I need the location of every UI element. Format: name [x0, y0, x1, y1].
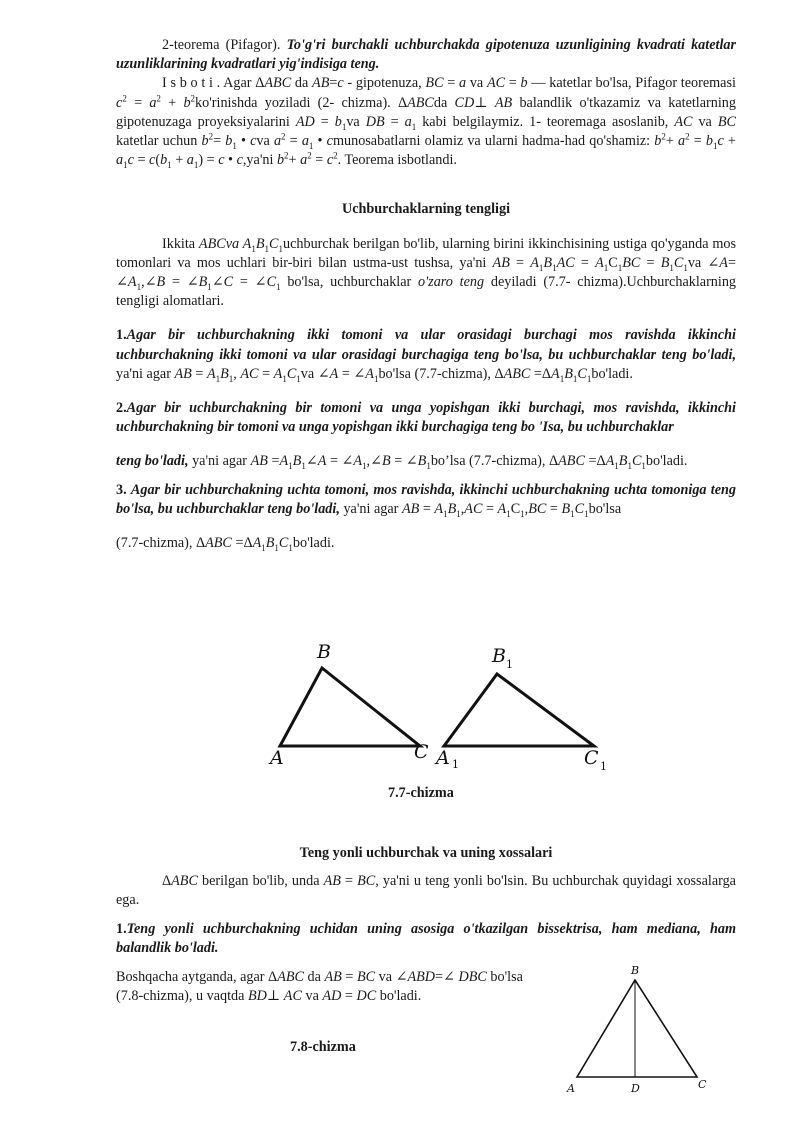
label-c1: C [584, 747, 599, 769]
figure-7-7 [262, 638, 622, 778]
isosceles-intro: ΔABC berilgan bo'lib, unda AB = BC, ya'ni u teng yonli bo'lsin. Bu uchburchak quyidagi xossalarga ega. [116, 873, 736, 909]
label-a1: A [436, 747, 450, 769]
property-1-text: Teng yonli uchburchakning uchidan uning asosiga o'tkazilgan bissektrisa, ham mediana, ham balandlik bo'ladi. [116, 921, 736, 957]
equality-sign-1: 1.Agar bir uchburchakning ikki tomoni va ular orasidagi burchagi mos ravishda ikkinchi uchburchakning ikki tomoni va ular orasidagi burchagiga teng bo'lsa, bu uchburchaklar teng bo'ladi, ya'ni agar AB = $A_1B_1$, AC = $A_1C_1va$ ∠A = $\angle A_1bo'lsa$ (7.7-chizma), $\Delta ABC =\Delta A_1B_1C_1bo'ladi$. [116, 327, 736, 384]
theorem-2-statement [116, 36, 736, 74]
label-a1-sub: 1 [452, 758, 459, 771]
label-b1-sub: 1 [506, 658, 513, 671]
theorem-title: 2-teorema (Pifagor). [162, 37, 287, 53]
theorem-text: To'g'ri burchakli uchburchakda gipotenuza uzunligining kvadrati katetlar uzunliklarining kvadratlari yig'indisiga teng. [116, 37, 736, 73]
label-a-iso: A [567, 1082, 575, 1095]
sign-2-text: Agar bir uchburchakning bir tomoni va unga yopishgan ikki burchagi, mos ravishda, ikkinchi uchburchakning bir tomoni va unga yopishgan ikki burchagiga teng bo 'Isa, bu uchburchaklar [116, 400, 736, 436]
theorem-2-proof: I s b o t i . Agar ΔABC da AB=c - gipotenuza, BC = a va AC = b — katetlar bo'lsa, Pifagor teoremasi $c^2 = a^2$ + $b^2ko'rinishda$ yoziladi (2- chizma). ΔABCda CD⊥ AB balandlik o'tkazamiz va katetlarning gipotenuzaga proyeksiyalarini AD = $b_1va$ DB = $a_1$ kabi belgilaymiz. 1- teoremaga asoslanib, AC va BC katetlar uchun $b^2= b_1$ • cva $a^2 = a_1$ • cmunosabatlarni olamiz va ularni hadma-had qo'shamiz: $b^2+ a^2 = b_1c + a_1c = c(b_1 + a_1) = c$ • c,ya'ni $b^2+ a^2 = c^2$. Teorema isbotlandi. [116, 75, 736, 171]
section-heading-isosceles: Teng yonli uchburchak va uning xossalari [299, 845, 553, 861]
equality-sign-2: 2.Agar bir uchburchakning bir tomoni va unga yopishgan ikki burchagi, mos ravishda, ikkinchi uchburchakning bir tomoni va unga yopishgan ikki burchagiga teng bo 'Isa, bu uchburchaklar [116, 400, 736, 436]
label-b: B [317, 641, 331, 663]
sign-1-text: Agar bir uchburchakning ikki tomoni va ular orasidagi burchagi mos ravishda ikkinchi uchburchakning ikki tomoni va ular orasidagi burchagiga teng bo'lsa, bu uchburchaklar teng bo'ladi, [116, 327, 736, 363]
isosceles-property-1: 1.Teng yonli uchburchakning uchidan uning asosiga o'tkazilgan bissektrisa, ham mediana, ham balandlik bo'ladi. [116, 921, 736, 957]
triangle-a1b1c1 [444, 674, 594, 746]
equality-sign-3: 3. Agar bir uchburchakning uchta tomoni, mos ravishda, ikkinchi uchburchakning uchta tomoniga teng bo'lsa, bu uchburchaklar teng bo'ladi, ya'ni agar AB = $A_1B_1,AC = A_1C_1,BC = B_1C_1bo'lsa$ [116, 481, 736, 519]
signs-intro: (7.7- chizma).Uchburchaklarning tengligi alomatlari. [116, 274, 737, 310]
label-b1: B [492, 645, 506, 667]
figure-7-8 [555, 962, 715, 1112]
isosceles-triangle-abc [577, 980, 697, 1077]
proof-label: I s b o t i . [162, 75, 224, 92]
document-page [116, 36, 736, 553]
figure-7-8-caption: 7.8-chizma [290, 1039, 356, 1055]
section-heading-equality: Uchburchaklarning tengligi [341, 201, 511, 218]
sign-2-text-cont: teng bo'ladi, [116, 453, 189, 470]
term-mutually-equal: o'zaro teng [418, 274, 485, 291]
figure-7-7-caption: 7.7-chizma [388, 785, 454, 801]
equality-sign-2-cont: teng bo'ladi, ya'ni agar AB $=A_1B_1\angle A$ = $\angle A_1,\angle B$ = $\angle B_1bo’lsa$ (7.7-chizma), $\Delta ABC =\Delta A_1B_1C_1bo'ladi$. [116, 453, 688, 472]
equality-intro: Ikkita ABCva $A_1B_1C_1uchburchak$ berilgan bo'lib, ularning birini ikkinchisining ustiga qo'yganda mos tomonlari va mos uchlari bir-biri bilan ustma-ust tushsa, ya'ni AB = $A_1B_1AC = A_1C_1BC = B_1C_1va$ ∠A= $\angle A_1,\angle B$ = $\angle B_1\angle C$ = $\angle C_1$ bo'lsa, uchburchaklar o'zaro teng deyiladi (7.7- chizma).Uchburchaklarning tengligi alomatlari. [116, 235, 737, 310]
triangle-abc [280, 668, 420, 746]
label-c1-sub: 1 [600, 760, 607, 773]
isosceles-property-explain: Boshqacha aytganda, agar ΔABC da AB = BC va ∠ABD=∠ DBC bo'lsa (7.8-chizma), u vaqtda BD⊥ AC va AD = DC bo'ladi. [116, 969, 523, 1005]
equality-sign-3-cont: (7.7-chizma), $\Delta ABC =\Delta A_1B_1C_1bo'ladi$. [116, 535, 335, 553]
label-a: A [270, 747, 284, 769]
label-b-iso: B [631, 964, 640, 977]
label-c: C [414, 741, 429, 763]
label-c-iso: C [698, 1078, 707, 1091]
sign-3-text: Agar bir uchburchakning uchta tomoni, mos ravishda, ikkinchi uchburchakning uchta tomoniga teng bo'lsa, bu uchburchaklar teng bo'ladi, [116, 481, 736, 517]
label-d-iso: D [631, 1082, 640, 1095]
